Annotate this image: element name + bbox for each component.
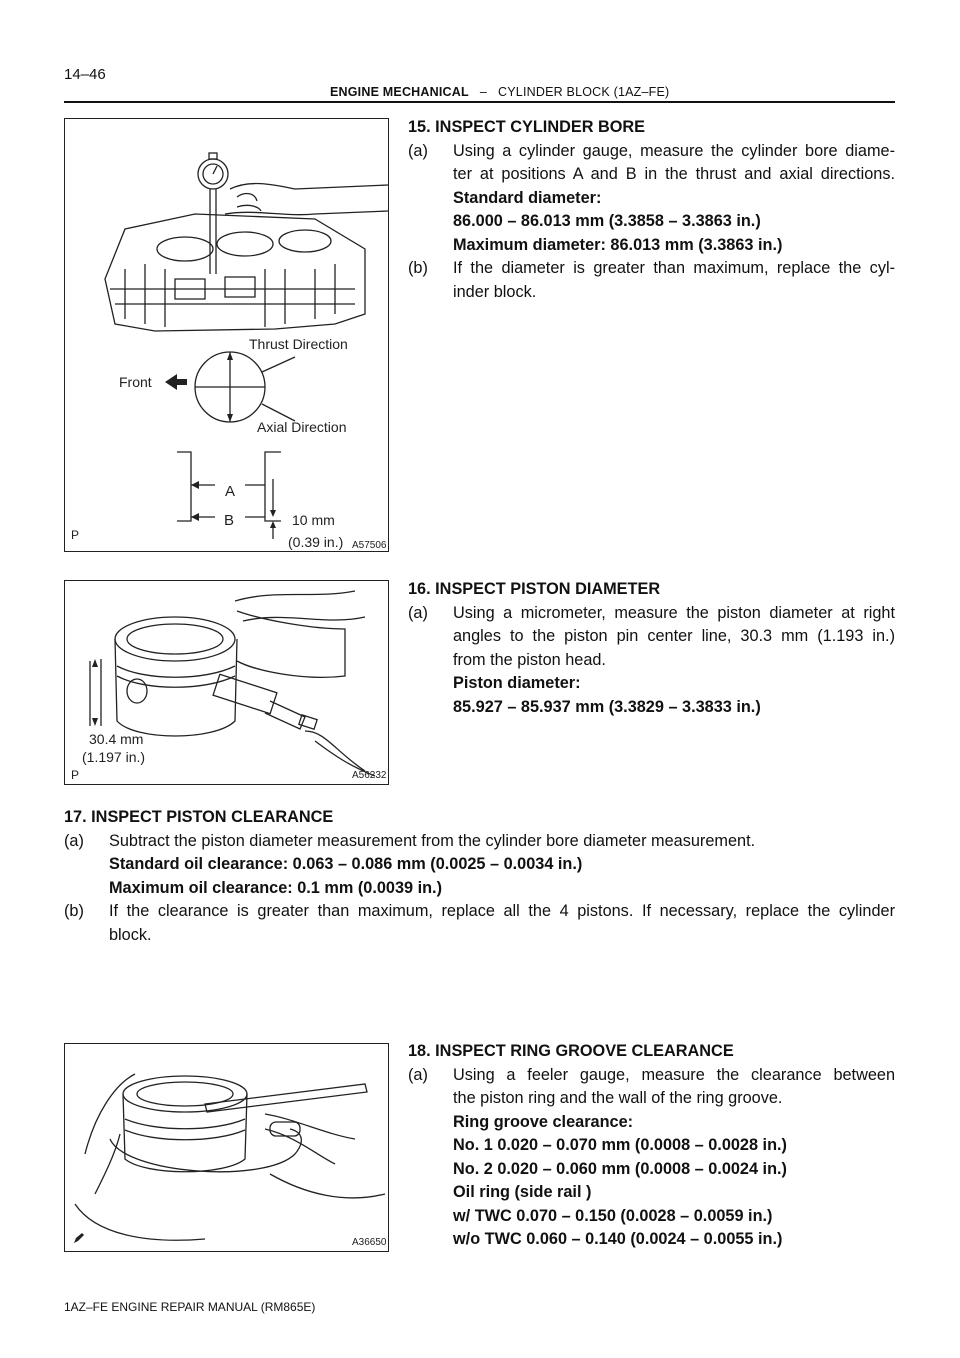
label-10mm: 10 mm xyxy=(292,512,335,528)
label-1-197in: (1.197 in.) xyxy=(82,749,146,765)
spec-maximum-oil-clearance: Maximum oil clearance: 0.1 mm (0.0039 in.) xyxy=(109,878,443,897)
section-17-step-a: (a) Subtract the piston diameter measurement from the cylinder bore diameter measurement. xyxy=(64,831,756,850)
spec-standard-diameter-value: 86.000 – 86.013 mm (3.3858 – 3.3863 in.) xyxy=(453,212,761,230)
figure-cylinder-bore xyxy=(64,118,389,552)
label-axial-direction: Axial Direction xyxy=(257,419,347,435)
feeler-gauge-illustration xyxy=(65,1044,388,1251)
section-17: 17. INSPECT PISTON CLEARANCE (a) Subtract the piston diameter measurement from the cylinder bore diameter measurement. Standard oil clearance: 0.063 – 0.086 mm (0.0025 – 0.0034 in.) Maximum oil clearance: 0.1 mm (0.0039 in.) (b) If the clearance is greater than maximum, replace all the 4 pistons. If necessary, replace the cylinder block. xyxy=(64,808,895,944)
spec-ring-groove-label: Ring groove clearance: xyxy=(453,1112,634,1131)
figure-code: A57506 xyxy=(352,540,387,551)
section-18-title: 18. INSPECT RING GROOVE CLEARANCE xyxy=(408,1042,734,1060)
section-15-step-a: (a) Using a cylinder gauge, measure the cylinder bore diame- xyxy=(408,141,895,160)
section-16-title: 16. INSPECT PISTON DIAMETER xyxy=(408,580,661,598)
figure-piston-diameter xyxy=(64,580,389,785)
spec-ring-no1: No. 1 0.020 – 0.070 mm (0.0008 – 0.0028 in.) xyxy=(453,1136,787,1154)
label-position-a: A xyxy=(225,483,236,500)
figure-p-mark: P xyxy=(71,528,80,542)
spec-piston-diameter-value: 85.927 – 85.937 mm (3.3829 – 3.3833 in.) xyxy=(453,697,761,716)
spec-standard-diameter-label: Standard diameter: xyxy=(453,188,602,207)
header-dash: – xyxy=(479,85,488,99)
label-front: Front xyxy=(119,374,152,390)
section-18: 18. INSPECT RING GROOVE CLEARANCE (a) Using a feeler gauge, measure the clearance between the piston ring and the wall of the ring groove. Ring groove clearance: No. 1 0.020 – 0.070 mm (0.0008 – 0.0028 in.) No. 2 0.020 – 0.060 mm (0.0008 – 0.0024 in.) Oil ring (side rail ) w/ TWC 0.070 – 0.150 (0.0028 – 0.0059 in.) w/o TWC 0.060 – 0.140 (0.0024 – 0.0055 in.) xyxy=(408,1040,895,1252)
section-15: 15. INSPECT CYLINDER BORE (a) Using a cylinder gauge, measure the cylinder bore diame- ter at positions A and B in the thrust and axial directions. Standard diameter: 86.000 – 86.013 mm (3.3858 – 3.3863 in.) Maximum diameter: 86.013 mm (3.3863 in.) (b) If the diameter is greater than maximum, replace the cyl- inder block. xyxy=(408,118,895,301)
figure-p-mark: P xyxy=(71,768,80,782)
page-footer: 1AZ–FE ENGINE REPAIR MANUAL (RM865E) xyxy=(64,1300,316,1314)
label-thrust-direction: Thrust Direction xyxy=(249,336,348,352)
spec-maximum-diameter: Maximum diameter: 86.013 mm (3.3863 in.) xyxy=(453,235,783,254)
figure-code: A56232 xyxy=(352,770,387,781)
label-039in: (0.39 in.) xyxy=(288,534,344,550)
section-17-title: 17. INSPECT PISTON CLEARANCE xyxy=(64,808,334,826)
spec-standard-oil-clearance: Standard oil clearance: 0.063 – 0.086 mm (0.0025 – 0.0034 in.) xyxy=(109,855,583,873)
spec-ring-no2: No. 2 0.020 – 0.060 mm (0.0008 – 0.0024 in.) xyxy=(453,1159,787,1178)
running-header xyxy=(330,85,669,99)
section-16: 16. INSPECT PISTON DIAMETER (a) Using a micrometer, measure the piston diameter at right angles to the piston pin center line, 30.3 mm (1.193 in.) from the piston head. Piston diameter: 85.927 – 85.937 mm (3.3829 – 3.3833 in.) xyxy=(408,578,895,719)
section-16-step-a: (a) Using a micrometer, measure the piston diameter at right xyxy=(408,603,895,622)
label-30-4mm: 30.4 mm xyxy=(89,731,144,747)
spec-oil-ring-with-twc: w/ TWC 0.070 – 0.150 (0.0028 – 0.0059 in.) xyxy=(453,1206,773,1225)
section-17-step-b: (b) If the clearance is greater than maximum, replace all the 4 pistons. If necessary, replace the cylinder xyxy=(64,902,895,920)
section-15-title: 15. INSPECT CYLINDER BORE xyxy=(408,118,646,136)
header-section: ENGINE MECHANICAL xyxy=(330,85,469,99)
figure-code: A36650 xyxy=(352,1237,387,1248)
header-subsection: CYLINDER BLOCK (1AZ–FE) xyxy=(498,85,670,99)
spec-oil-ring-label: Oil ring (side rail ) xyxy=(453,1183,592,1201)
pen-icon xyxy=(73,1232,85,1244)
spec-oil-ring-without-twc: w/o TWC 0.060 – 0.140 (0.0024 – 0.0055 in.) xyxy=(453,1230,783,1248)
label-position-b: B xyxy=(224,512,235,529)
header-rule xyxy=(64,101,895,103)
spec-piston-diameter-label: Piston diameter: xyxy=(453,674,581,692)
figure-ring-groove xyxy=(64,1043,389,1252)
section-18-step-a: (a) Using a feeler gauge, measure the clearance between xyxy=(408,1065,895,1084)
section-15-step-b: (b) If the diameter is greater than maximum, replace the cyl- xyxy=(408,259,895,277)
page-number: 14–46 xyxy=(64,66,106,83)
